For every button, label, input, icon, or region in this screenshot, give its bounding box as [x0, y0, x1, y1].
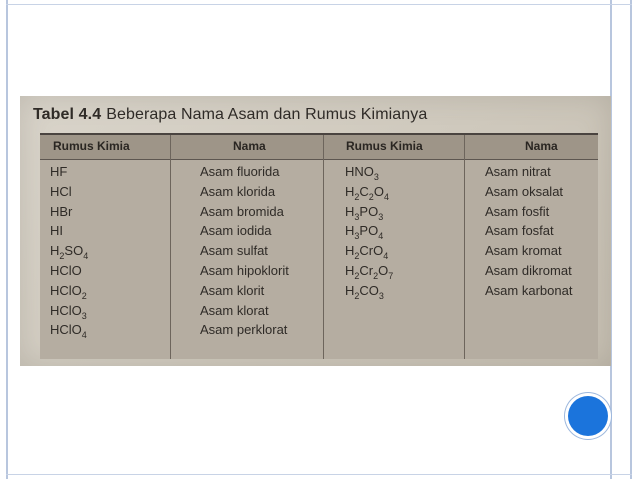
table-header-row	[40, 135, 598, 160]
formula-text: HCl	[50, 183, 72, 199]
formula-text: HClO	[50, 302, 82, 318]
chemical-formula	[345, 283, 393, 303]
formula-subscript: 2	[354, 251, 360, 262]
formula-text: HBr	[50, 203, 73, 219]
acid-name: Asam klorat	[200, 302, 269, 318]
formula-text: H	[345, 282, 355, 298]
acid-name: Asam hipoklorit	[200, 262, 289, 278]
formula-text: H	[345, 183, 355, 199]
chemical-formula	[50, 204, 88, 224]
chemical-formula	[345, 184, 393, 204]
slide-frame-top-line	[6, 4, 632, 5]
formula-subscript: 7	[388, 270, 394, 281]
slide-frame-left-line	[6, 0, 8, 479]
formula-subscript: 4	[81, 330, 87, 341]
caption-label: Tabel 4.4	[33, 106, 102, 123]
chemical-formula	[50, 322, 88, 342]
formula-text: HF	[50, 164, 68, 179]
formula-text: PO	[359, 223, 379, 239]
slide-frame-bottom-line	[6, 474, 632, 475]
acid-name: Asam kromat	[485, 243, 562, 259]
formula-subscript: 2	[354, 290, 360, 301]
chemical-formula	[50, 263, 88, 283]
chemical-formula	[50, 303, 88, 323]
formula-text: H	[50, 243, 60, 259]
formula-subscript: 2	[354, 191, 360, 202]
column-divider	[323, 135, 324, 359]
formula-subscript: 3	[354, 231, 360, 242]
right-formula-column	[345, 164, 393, 303]
formula-subscript: 4	[383, 191, 389, 202]
formula-subscript: 2	[354, 270, 360, 281]
left-name-column	[200, 164, 289, 342]
acid-name: Asam fosfit	[485, 203, 550, 219]
acid-name: Asam dikromat	[485, 262, 572, 278]
column-divider	[170, 135, 171, 359]
formula-text: H	[345, 243, 355, 259]
slide-frame-right-outer-line	[630, 0, 632, 479]
acid-name: Asam fluorida	[200, 164, 280, 179]
chemical-formula	[345, 204, 393, 224]
column-divider	[464, 135, 465, 359]
acid-name: Asam iodida	[200, 223, 272, 239]
acid-name: Asam karbonat	[485, 282, 573, 298]
formula-text: SO	[64, 243, 84, 259]
chemical-formula	[50, 164, 88, 184]
acid-name: Asam fosfat	[485, 223, 554, 239]
formula-subscript: 3	[378, 290, 384, 301]
acid-name: Asam sulfat	[200, 243, 268, 259]
formula-subscript: 3	[373, 172, 379, 182]
chemical-formula	[50, 243, 88, 263]
formula-text: HClO	[50, 282, 82, 298]
acid-name: Asam bromida	[200, 203, 284, 219]
acid-name: Asam klorit	[200, 282, 265, 298]
chemical-formula	[345, 243, 393, 263]
header-formula-left: Rumus Kimia	[53, 139, 130, 153]
formula-subscript: 3	[354, 211, 360, 222]
formula-subscript: 3	[378, 211, 384, 222]
formula-subscript: 4	[83, 251, 89, 262]
table-caption	[33, 106, 427, 124]
header-formula-right: Rumus Kimia	[346, 139, 423, 153]
chemical-formula	[345, 223, 393, 243]
formula-subscript: 2	[368, 191, 374, 202]
formula-text: Cr	[359, 262, 374, 278]
acid-name: Asam oksalat	[485, 183, 564, 199]
formula-text: HNO	[345, 164, 374, 179]
acid-name: Asam klorida	[200, 183, 276, 199]
formula-subscript: 4	[383, 251, 389, 262]
left-formula-column	[50, 164, 88, 342]
formula-text: HI	[50, 223, 63, 239]
formula-text: CO	[359, 282, 379, 298]
formula-text: PO	[359, 203, 379, 219]
formula-text: CrO	[359, 243, 384, 259]
formula-subscript: 2	[373, 270, 379, 281]
slide-accent-circle	[568, 396, 608, 436]
formula-text: O	[378, 262, 389, 278]
chemical-formula	[345, 263, 393, 283]
formula-text: H	[345, 203, 355, 219]
header-name-left: Nama	[233, 139, 266, 153]
formula-text: H	[345, 223, 355, 239]
chemical-formula	[50, 184, 88, 204]
table-photo	[20, 96, 611, 366]
acid-name: Asam nitrat	[485, 164, 551, 179]
right-name-column	[485, 164, 572, 303]
formula-subscript: 4	[378, 231, 384, 242]
chemical-formula	[50, 223, 88, 243]
chemical-formula	[50, 283, 88, 303]
chemical-formula	[345, 164, 393, 184]
formula-text: HClO	[50, 322, 82, 338]
formula-text: H	[345, 262, 355, 278]
header-name-right: Nama	[525, 139, 558, 153]
formula-subscript: 2	[81, 290, 87, 301]
caption-text: Beberapa Nama Asam dan Rumus Kimianya	[106, 106, 428, 123]
formula-text: C	[359, 183, 369, 199]
acid-table	[40, 133, 598, 359]
acid-name: Asam perklorat	[200, 322, 288, 338]
formula-text: O	[373, 183, 384, 199]
formula-subscript: 3	[81, 310, 87, 321]
formula-subscript: 2	[59, 251, 65, 262]
formula-text: HClO	[50, 262, 82, 278]
